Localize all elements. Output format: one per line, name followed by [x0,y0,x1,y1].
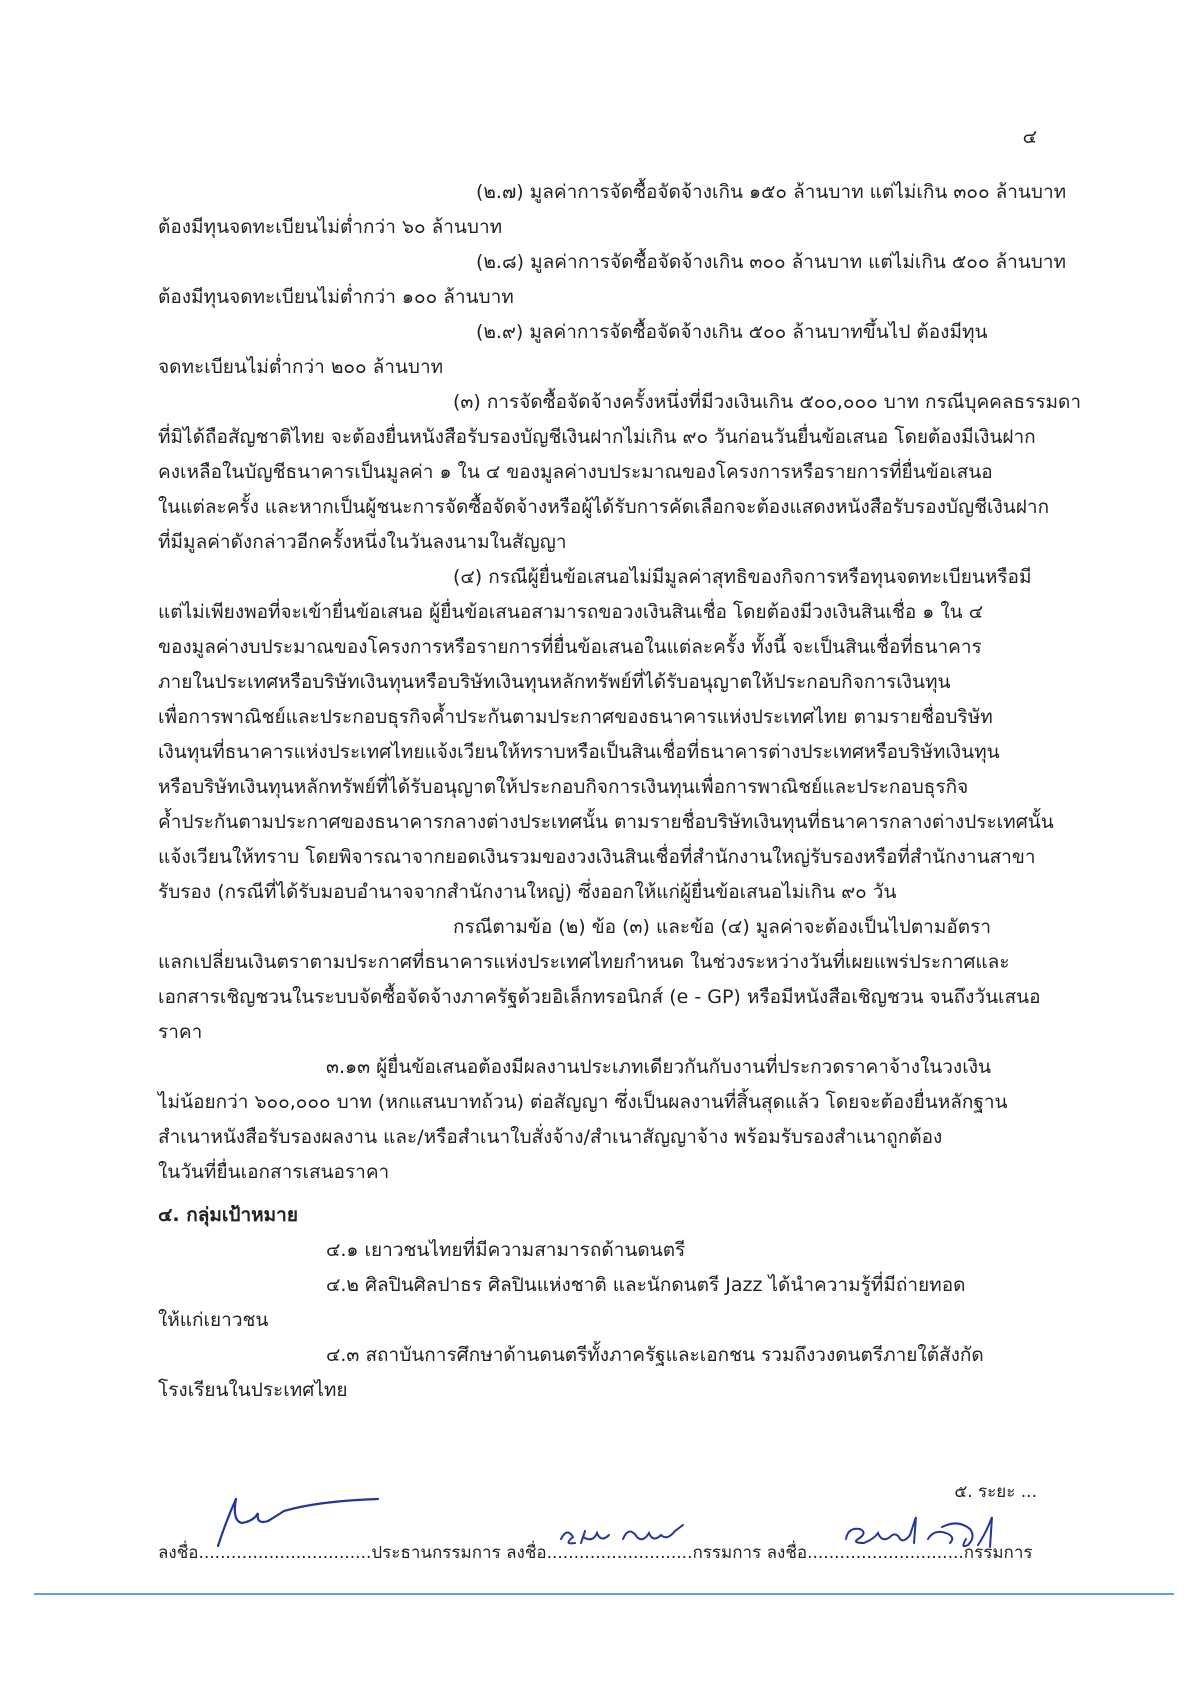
clause-4-line-5: เพื่อการพาณิชย์และประกอบธุรกิจค้ำประกันตามประกาศของธนาคารแห่งประเทศไทย ตามรายชื่อบริษัท [158,706,993,728]
chairman-signature [198,1491,388,1551]
clause-3-13: ๓.๑๓ ผู้ยื่นข้อเสนอต้องมีผลงานประเภทเดียวกันกับงานที่ประกวดราคาจ้างในวงเงิน [326,1056,991,1078]
clause-3-13-line-4: ในวันที่ยื่นเอกสารเสนอราคา [158,1161,390,1183]
clause-2-7-cont: ต้องมีทุนจดทะเบียนไม่ต่ำกว่า ๖๐ ล้านบาท [158,216,503,238]
clause-4-line-6: เงินทุนที่ธนาคารแห่งประเทศไทยแจ้งเวียนให้ทราบหรือเป็นสินเชื่อที่ธนาคารต่างประเทศหรือบริษัทเงินทุน [158,741,1000,763]
clause-4-line-9: แจ้งเวียนให้ทราบ โดยพิจารณาจากยอดเงินรวมของวงเงินสินเชื่อที่สำนักงานใหญ่รับรองหรือที่สำนักงานสาขา [158,846,1036,868]
exchange-rate-note-line-3: เอกสารเชิญชวนในระบบจัดซื้อจัดจ้างภาครัฐด้วยอิเล็กทรอนิกส์ (e - GP) หรือมีหนังสือเชิญชวน จนถึงวันเสนอ [158,986,1041,1008]
clause-4-line-7: หรือบริษัทเงินทุนหลักทรัพย์ที่ได้รับอนุญาตให้ประกอบกิจการเงินทุนเพื่อการพาณิชย์และประกอบธุรกิจ [158,776,969,798]
clause-4-line-2: แต่ไม่เพียงพอที่จะเข้ายื่นข้อเสนอ ผู้ยื่นข้อเสนอสามารถขอวงเงินสินเชื่อ โดยต้องมีวงเงินสินเชื่อ ๑ ใน ๔ [158,601,984,623]
clause-2-7: (๒.๗) มูลค่าการจัดซื้อจัดจ้างเกิน ๑๕๐ ล้านบาท แต่ไม่เกิน ๓๐๐ ล้านบาท [476,181,1067,203]
exchange-rate-note-line-4: ราคา [158,1021,203,1043]
exchange-rate-note: กรณีตามข้อ (๒) ข้อ (๓) และข้อ (๔) มูลค่าจะต้องเป็นไปตามอัตรา [453,916,991,938]
target-4-3: ๔.๓ สถาบันการศึกษาด้านดนตรีทั้งภาครัฐและเอกชน รวมถึงวงดนตรีภายใต้สังกัด [326,1344,984,1366]
target-4-1: ๔.๑ เยาวชนไทยที่มีความสามารถด้านดนตรี [326,1239,686,1261]
committee-signature-2 [838,1509,1008,1559]
section-4-heading: ๔. กลุ่มเป้าหมาย [158,1204,298,1226]
clause-2-8-cont: ต้องมีทุนจดทะเบียนไม่ต่ำกว่า ๑๐๐ ล้านบาท [158,286,514,308]
clause-3-line-5: ที่มีมูลค่าดังกล่าวอีกครั้งหนึ่งในวันลงนามในสัญญา [158,531,567,553]
clause-3-line-4: ในแต่ละครั้ง และหากเป็นผู้ชนะการจัดซื้อจัดจ้างหรือผู้ได้รับการคัดเลือกจะต้องแสดงหนังสือรับรองบัญชีเงินฝาก [158,496,1050,518]
target-4-2-cont: ให้แก่เยาวชน [158,1309,269,1331]
next-section-cue: ๕. ระยะ ... [954,1482,1037,1502]
exchange-rate-note-line-2: แลกเปลี่ยนเงินตราตามประกาศที่ธนาคารแห่งประเทศไทยกำหนด ในช่วงระหว่างวันที่เผยแพร่ประกาศและ [158,951,1010,973]
clause-3-line-3: คงเหลือในบัญชีธนาคารเป็นมูลค่า ๑ ใน ๔ ของมูลค่างบประมาณของโครงการหรือรายการที่ยื่นข้อเสนอ [158,461,993,483]
clause-3-13-line-2: ไม่น้อยกว่า ๖๐๐,๐๐๐ บาท (หกแสนบาทถ้วน) ต่อสัญญา ซึ่งเป็นผลงานที่สิ้นสุดแล้ว โดยจะต้องยื่นหลักฐาน [158,1091,1008,1113]
clause-4: (๔) กรณีผู้ยื่นข้อเสนอไม่มีมูลค่าสุทธิของกิจการหรือทุนจดทะเบียนหรือมี [453,566,1032,588]
clause-2-9: (๒.๙) มูลค่าการจัดซื้อจัดจ้างเกิน ๕๐๐ ล้านบาทขึ้นไป ต้องมีทุน [476,321,988,343]
committee-signature-1 [553,1517,703,1557]
clause-3-line-2: ที่มิได้ถือสัญชาติไทย จะต้องยื่นหนังสือรับรองบัญชีเงินฝากไม่เกิน ๙๐ วันก่อนวันยื่นข้อเสนอ โดยต้องมีเงินฝาก [158,426,1036,448]
clause-4-line-3: ของมูลค่างบประมาณของโครงการหรือรายการที่ยื่นข้อเสนอในแต่ละครั้ง ทั้งนี้ จะเป็นสินเชื่อที่ธนาคาร [158,636,982,658]
clause-3-13-line-3: สำเนาหนังสือรับรองผลงาน และ/หรือสำเนาใบสั่งจ้าง/สำเนาสัญญาจ้าง พร้อมรับรองสำเนาถูกต้อง [158,1126,943,1148]
clause-3: (๓) การจัดซื้อจัดจ้างครั้งหนึ่งที่มีวงเงินเกิน ๕๐๐,๐๐๐ บาท กรณีบุคคลธรรมดา [453,391,1082,413]
clause-4-line-4: ภายในประเทศหรือบริษัทเงินทุนหรือบริษัทเงินทุนหลักทรัพย์ที่ได้รับอนุญาตให้ประกอบกิจการเงินทุน [158,671,951,693]
signature-block [158,1531,1037,1565]
clause-4-line-10: รับรอง (กรณีที่ได้รับมอบอำนาจจากสำนักงานใหญ่) ซึ่งออกให้แก่ผู้ยื่นข้อเสนอไม่เกิน ๙๐ วัน [158,881,897,903]
clause-4-line-8: ค้ำประกันตามประกาศของธนาคารกลางต่างประเทศนั้น ตามรายชื่อบริษัทเงินทุนที่ธนาคารกลางต่างประเทศนั้น [158,811,1054,833]
clause-2-8: (๒.๘) มูลค่าการจัดซื้อจัดจ้างเกิน ๓๐๐ ล้านบาท แต่ไม่เกิน ๕๐๐ ล้านบาท [476,251,1067,273]
signature-line: ลงชื่อ................................ประธานกรรมการ ลงชื่อ...........................กรรมการ ลงชื่อ.............................กรรมการ [158,1543,1033,1563]
target-4-2: ๔.๒ ศิลปินศิลปาธร ศิลปินแห่งชาติ และนักดนตรี Jazz ได้นำความรู้ที่มีถ่ายทอด [326,1274,966,1296]
target-4-3-cont: โรงเรียนในประเทศไทย [158,1379,348,1401]
page-number: ๔ [1022,126,1037,148]
footer-rule [34,1593,1174,1595]
clause-2-9-cont: จดทะเบียนไม่ต่ำกว่า ๒๐๐ ล้านบาท [158,356,444,378]
